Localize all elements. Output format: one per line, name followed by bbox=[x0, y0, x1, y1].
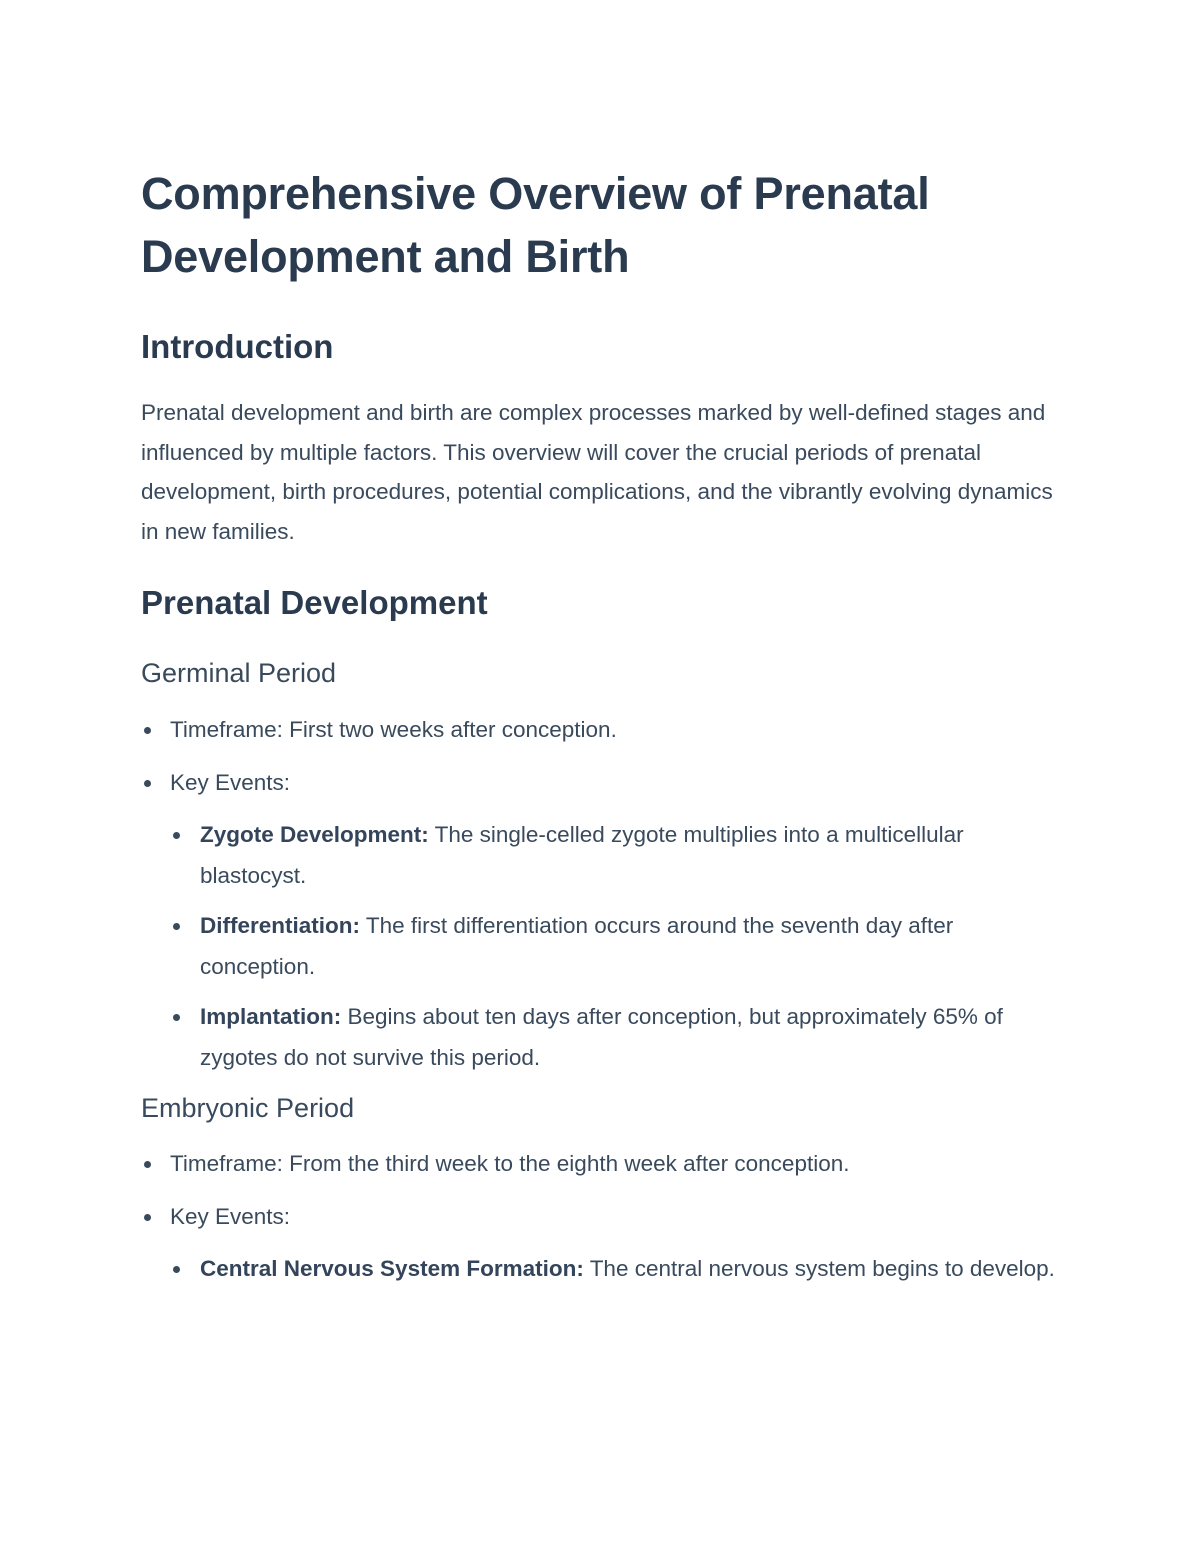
event-term: Zygote Development: bbox=[200, 822, 429, 847]
key-events-label: Key Events: bbox=[170, 769, 291, 795]
bullet-icon bbox=[173, 923, 180, 930]
section-heading-prenatal-development: Prenatal Development bbox=[141, 584, 488, 621]
embryonic-period-list bbox=[141, 1144, 1061, 1290]
document-page bbox=[141, 162, 1061, 1290]
event-description: The single-celled zygote multiplies into a multicellular blastocyst. bbox=[200, 822, 964, 888]
section-heading-introduction: Introduction bbox=[141, 328, 334, 365]
list-item bbox=[170, 815, 1061, 896]
event-term: Central Nervous System Formation: bbox=[200, 1256, 584, 1281]
event-description: The first differentiation occurs around the seventh day after conception. bbox=[200, 913, 954, 979]
germinal-period-list bbox=[141, 710, 1061, 1078]
bullet-icon bbox=[144, 1161, 151, 1168]
bullet-icon bbox=[144, 727, 151, 734]
timeframe-text: Timeframe: First two weeks after conception. bbox=[170, 717, 617, 742]
list-item bbox=[170, 906, 1061, 987]
bullet-icon bbox=[173, 1014, 180, 1021]
event-term: Differentiation: bbox=[200, 913, 360, 938]
bullet-icon bbox=[144, 1214, 151, 1221]
list-item bbox=[141, 1144, 1061, 1185]
subsection-heading-germinal-period: Germinal Period bbox=[141, 658, 337, 688]
key-events-label: Key Events: bbox=[170, 1203, 291, 1229]
list-item bbox=[141, 1197, 1061, 1290]
embryonic-key-events-list bbox=[170, 1249, 1061, 1290]
list-item bbox=[141, 710, 1061, 751]
list-item bbox=[170, 997, 1061, 1078]
event-description: The central nervous system begins to develop. bbox=[583, 1256, 1055, 1281]
germinal-key-events-list bbox=[170, 815, 1061, 1078]
bullet-icon bbox=[173, 832, 180, 839]
list-item bbox=[141, 763, 1061, 1079]
document-title: Comprehensive Overview of Prenatal Development and Birth bbox=[141, 168, 930, 282]
bullet-icon bbox=[173, 1266, 180, 1273]
introduction-paragraph: Prenatal development and birth are complex processes marked by well-defined stages and influenced by multiple factors. This overview will cover the crucial periods of prenatal development, birth procedures, potential complications, and the vibrantly evolving dynamics in new families. bbox=[141, 400, 1053, 544]
bullet-icon bbox=[144, 780, 151, 787]
event-term: Implantation: bbox=[200, 1004, 342, 1029]
list-item bbox=[170, 1249, 1061, 1290]
timeframe-text: Timeframe: From the third week to the eighth week after conception. bbox=[170, 1151, 850, 1176]
subsection-heading-embryonic-period: Embryonic Period bbox=[141, 1093, 355, 1123]
event-description: Begins about ten days after conception, but approximately 65% of zygotes do not survive this period. bbox=[200, 1004, 1003, 1070]
